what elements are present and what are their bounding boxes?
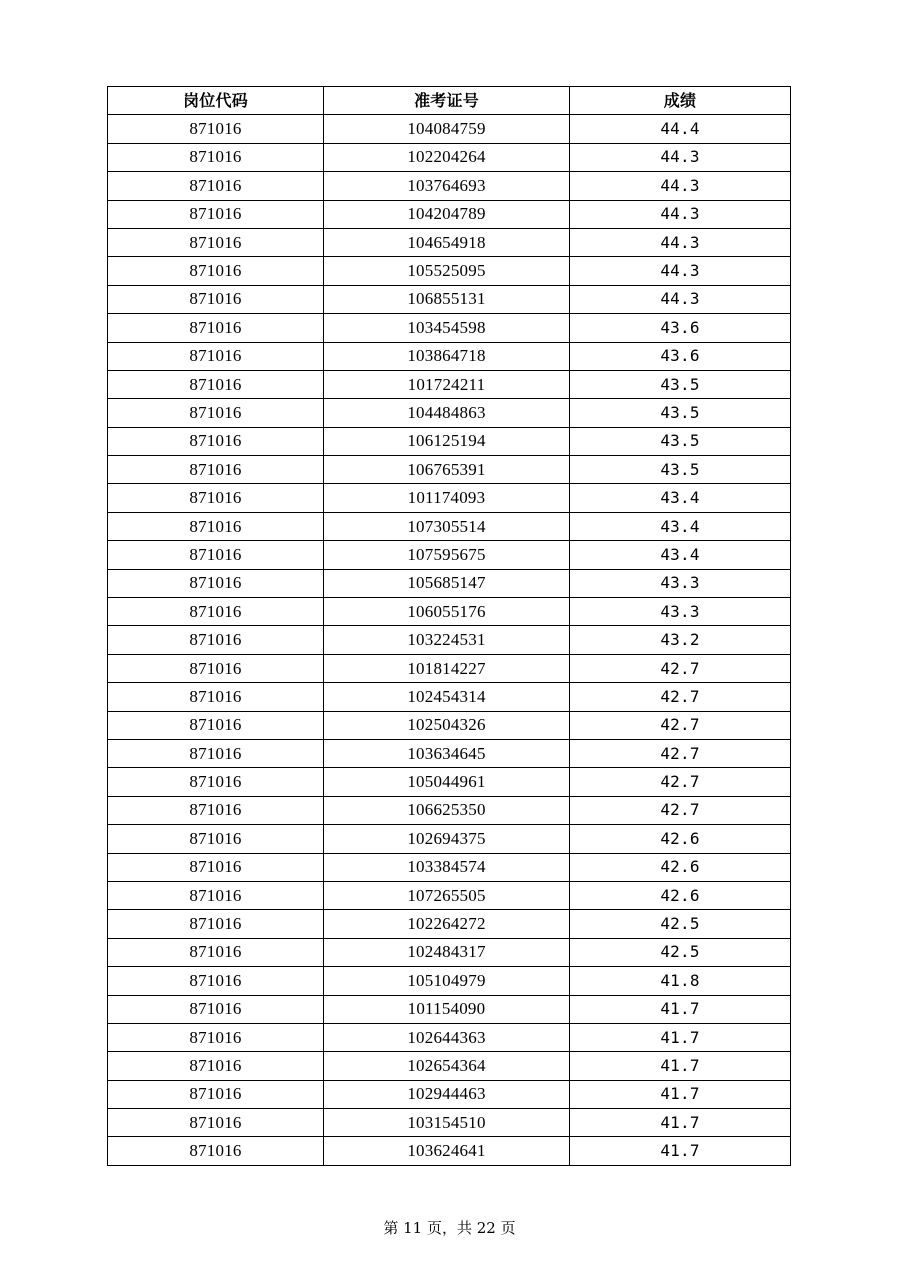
table-header xyxy=(108,87,791,115)
ticket-number-cell: 103154510 xyxy=(324,1109,570,1137)
ticket-number-cell: 106125194 xyxy=(324,427,570,455)
position-code-cell: 871016 xyxy=(108,512,324,540)
table-row xyxy=(108,143,791,171)
ticket-number-cell: 106625350 xyxy=(324,796,570,824)
ticket-number-cell: 102944463 xyxy=(324,1080,570,1108)
score-cell: 43.6 xyxy=(570,314,791,342)
table-row xyxy=(108,285,791,313)
score-cell: 41.7 xyxy=(570,995,791,1023)
table-row xyxy=(108,427,791,455)
score-cell: 43.5 xyxy=(570,399,791,427)
position-code-cell: 871016 xyxy=(108,938,324,966)
score-cell: 42.7 xyxy=(570,739,791,767)
table-row xyxy=(108,711,791,739)
table-row xyxy=(108,569,791,597)
score-cell: 43.5 xyxy=(570,370,791,398)
position-code-cell: 871016 xyxy=(108,1137,324,1165)
score-cell: 43.5 xyxy=(570,427,791,455)
position-code-cell: 871016 xyxy=(108,626,324,654)
table-row xyxy=(108,683,791,711)
score-cell: 44.3 xyxy=(570,257,791,285)
score-cell: 41.7 xyxy=(570,1052,791,1080)
table-row xyxy=(108,1080,791,1108)
table-row xyxy=(108,541,791,569)
table-row xyxy=(108,739,791,767)
table-row xyxy=(108,1137,791,1165)
ticket-number-cell: 103384574 xyxy=(324,853,570,881)
position-code-cell: 871016 xyxy=(108,370,324,398)
header-row xyxy=(108,87,791,115)
ticket-number-cell: 106055176 xyxy=(324,598,570,626)
table-row xyxy=(108,1023,791,1051)
ticket-number-cell: 105525095 xyxy=(324,257,570,285)
table-row xyxy=(108,172,791,200)
table-row xyxy=(108,910,791,938)
ticket-number-cell: 104654918 xyxy=(324,228,570,256)
position-code-cell: 871016 xyxy=(108,910,324,938)
position-code-cell: 871016 xyxy=(108,200,324,228)
position-code-cell: 871016 xyxy=(108,598,324,626)
score-cell: 42.5 xyxy=(570,910,791,938)
score-cell: 43.3 xyxy=(570,569,791,597)
score-cell: 44.3 xyxy=(570,285,791,313)
ticket-number-cell: 107595675 xyxy=(324,541,570,569)
position-code-cell: 871016 xyxy=(108,257,324,285)
score-cell: 42.6 xyxy=(570,881,791,909)
score-cell: 44.3 xyxy=(570,228,791,256)
position-code-cell: 871016 xyxy=(108,1109,324,1137)
position-code-cell: 871016 xyxy=(108,1023,324,1051)
page-number: 第 11 页，共 22 页 xyxy=(383,1219,516,1237)
ticket-number-cell: 103624641 xyxy=(324,1137,570,1165)
table-row xyxy=(108,796,791,824)
score-cell: 44.3 xyxy=(570,172,791,200)
position-code-cell: 871016 xyxy=(108,1080,324,1108)
ticket-number-cell: 105044961 xyxy=(324,768,570,796)
table-row xyxy=(108,115,791,143)
ticket-number-cell: 104084759 xyxy=(324,115,570,143)
position-code-cell: 871016 xyxy=(108,427,324,455)
table-body xyxy=(108,115,791,1165)
score-cell: 43.6 xyxy=(570,342,791,370)
header-score: 成绩 xyxy=(570,87,791,115)
ticket-number-cell: 102204264 xyxy=(324,143,570,171)
ticket-number-cell: 103764693 xyxy=(324,172,570,200)
position-code-cell: 871016 xyxy=(108,967,324,995)
position-code-cell: 871016 xyxy=(108,995,324,1023)
position-code-cell: 871016 xyxy=(108,399,324,427)
position-code-cell: 871016 xyxy=(108,881,324,909)
score-cell: 44.4 xyxy=(570,115,791,143)
table-row xyxy=(108,228,791,256)
header-ticket-number: 准考证号 xyxy=(324,87,570,115)
position-code-cell: 871016 xyxy=(108,796,324,824)
score-cell: 43.3 xyxy=(570,598,791,626)
ticket-number-cell: 104484863 xyxy=(324,399,570,427)
ticket-number-cell: 102454314 xyxy=(324,683,570,711)
ticket-number-cell: 104204789 xyxy=(324,200,570,228)
position-code-cell: 871016 xyxy=(108,285,324,313)
score-cell: 41.7 xyxy=(570,1080,791,1108)
ticket-number-cell: 105685147 xyxy=(324,569,570,597)
position-code-cell: 871016 xyxy=(108,683,324,711)
score-cell: 42.7 xyxy=(570,768,791,796)
table-row xyxy=(108,967,791,995)
ticket-number-cell: 102484317 xyxy=(324,938,570,966)
score-cell: 42.7 xyxy=(570,683,791,711)
score-cell: 44.3 xyxy=(570,143,791,171)
ticket-number-cell: 101154090 xyxy=(324,995,570,1023)
score-cell: 43.5 xyxy=(570,456,791,484)
table-row xyxy=(108,342,791,370)
table-row xyxy=(108,1109,791,1137)
table-row xyxy=(108,881,791,909)
position-code-cell: 871016 xyxy=(108,342,324,370)
score-table xyxy=(107,86,791,1166)
ticket-number-cell: 103454598 xyxy=(324,314,570,342)
table-row xyxy=(108,598,791,626)
table-row xyxy=(108,257,791,285)
score-cell: 42.7 xyxy=(570,654,791,682)
table-row xyxy=(108,768,791,796)
position-code-cell: 871016 xyxy=(108,228,324,256)
ticket-number-cell: 101814227 xyxy=(324,654,570,682)
score-cell: 42.6 xyxy=(570,825,791,853)
position-code-cell: 871016 xyxy=(108,541,324,569)
score-cell: 43.4 xyxy=(570,541,791,569)
position-code-cell: 871016 xyxy=(108,853,324,881)
ticket-number-cell: 106765391 xyxy=(324,456,570,484)
score-cell: 42.6 xyxy=(570,853,791,881)
ticket-number-cell: 102644363 xyxy=(324,1023,570,1051)
table-row xyxy=(108,200,791,228)
score-cell: 41.7 xyxy=(570,1137,791,1165)
position-code-cell: 871016 xyxy=(108,711,324,739)
table-row xyxy=(108,1052,791,1080)
table-row xyxy=(108,626,791,654)
score-cell: 42.7 xyxy=(570,796,791,824)
position-code-cell: 871016 xyxy=(108,825,324,853)
ticket-number-cell: 105104979 xyxy=(324,967,570,995)
score-cell: 44.3 xyxy=(570,200,791,228)
position-code-cell: 871016 xyxy=(108,172,324,200)
table-row xyxy=(108,853,791,881)
ticket-number-cell: 103864718 xyxy=(324,342,570,370)
table-row xyxy=(108,456,791,484)
ticket-number-cell: 106855131 xyxy=(324,285,570,313)
position-code-cell: 871016 xyxy=(108,143,324,171)
table-row xyxy=(108,399,791,427)
position-code-cell: 871016 xyxy=(108,115,324,143)
ticket-number-cell: 103634645 xyxy=(324,739,570,767)
table-row xyxy=(108,314,791,342)
ticket-number-cell: 102504326 xyxy=(324,711,570,739)
ticket-number-cell: 101174093 xyxy=(324,484,570,512)
table-row xyxy=(108,938,791,966)
ticket-number-cell: 107265505 xyxy=(324,881,570,909)
score-cell: 43.4 xyxy=(570,512,791,540)
score-cell: 43.4 xyxy=(570,484,791,512)
ticket-number-cell: 103224531 xyxy=(324,626,570,654)
position-code-cell: 871016 xyxy=(108,654,324,682)
position-code-cell: 871016 xyxy=(108,456,324,484)
position-code-cell: 871016 xyxy=(108,739,324,767)
score-cell: 43.2 xyxy=(570,626,791,654)
ticket-number-cell: 102694375 xyxy=(324,825,570,853)
score-cell: 41.7 xyxy=(570,1023,791,1051)
ticket-number-cell: 102264272 xyxy=(324,910,570,938)
position-code-cell: 871016 xyxy=(108,314,324,342)
score-cell: 42.7 xyxy=(570,711,791,739)
header-position-code: 岗位代码 xyxy=(108,87,324,115)
table-row xyxy=(108,484,791,512)
table-row xyxy=(108,512,791,540)
position-code-cell: 871016 xyxy=(108,569,324,597)
table-row xyxy=(108,825,791,853)
position-code-cell: 871016 xyxy=(108,768,324,796)
table-row xyxy=(108,370,791,398)
score-cell: 41.8 xyxy=(570,967,791,995)
ticket-number-cell: 101724211 xyxy=(324,370,570,398)
score-cell: 41.7 xyxy=(570,1109,791,1137)
ticket-number-cell: 102654364 xyxy=(324,1052,570,1080)
position-code-cell: 871016 xyxy=(108,1052,324,1080)
table-row xyxy=(108,654,791,682)
position-code-cell: 871016 xyxy=(108,484,324,512)
table-row xyxy=(108,995,791,1023)
score-cell: 42.5 xyxy=(570,938,791,966)
ticket-number-cell: 107305514 xyxy=(324,512,570,540)
